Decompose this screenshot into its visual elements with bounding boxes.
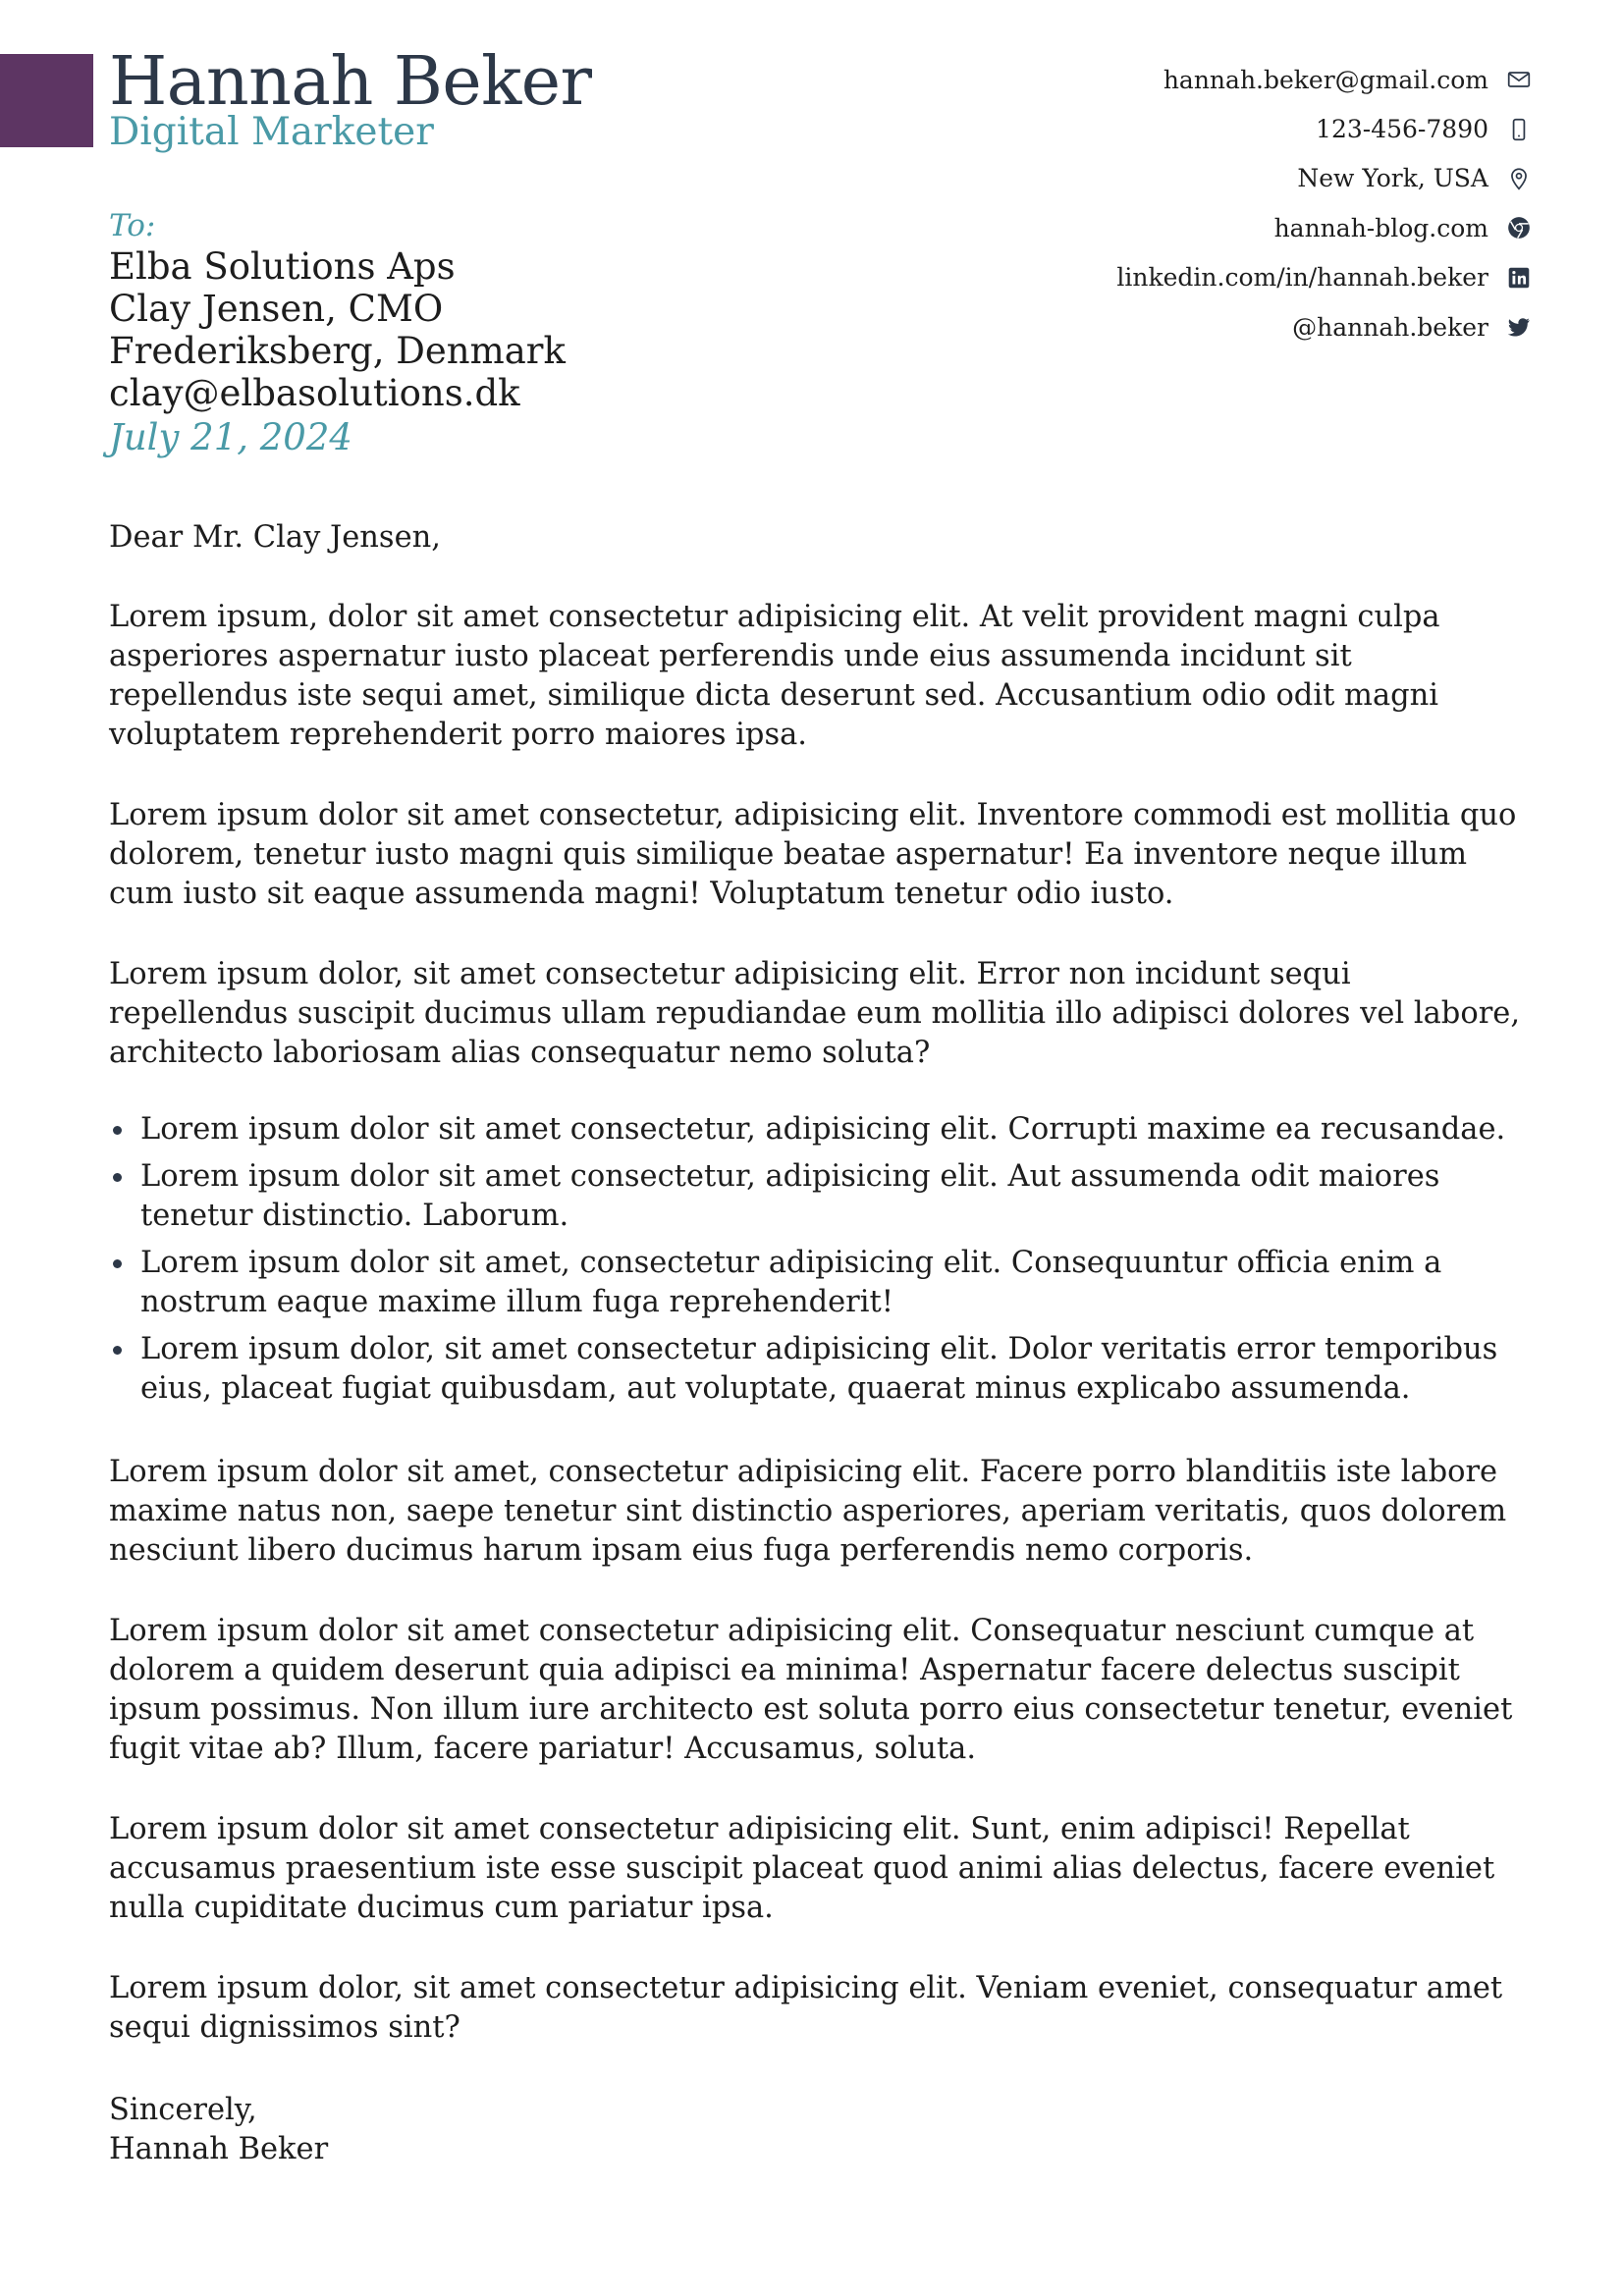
contact-linkedin-text[interactable]: linkedin.com/in/hannah.beker xyxy=(1116,263,1488,293)
contact-twitter[interactable] xyxy=(844,302,1532,351)
paragraph: Lorem ipsum dolor, sit amet consectetur adipisicing elit. Error non incidunt sequi repellendus suscipit ducimus ullam repudiandae eum mollitia illo adipisci dolores vel labore, architecto laboriosam alias consequatur nemo soluta? xyxy=(109,957,1521,1070)
recipient-person: Clay Jensen, CMO xyxy=(109,288,444,330)
contact-twitter-text[interactable]: @hannah.beker xyxy=(1292,312,1488,342)
applicant-name: Hannah Beker xyxy=(109,43,592,121)
contact-location-text: New York, USA xyxy=(1297,164,1488,193)
recipient-block xyxy=(109,206,566,461)
chrome-icon xyxy=(1506,215,1532,240)
linkedin-icon xyxy=(1506,265,1532,291)
letter-body xyxy=(109,518,1533,2169)
paragraph: Lorem ipsum dolor sit amet consectetur, adipisicing elit. Inventore commodi est mollitia quo dolorem, tenetur iusto magni quis similique beatae aspernatur! Ea inventore neque illum cum iusto sit eaque assumenda magni! Voluptatum tenetur odio iusto. xyxy=(109,798,1517,911)
salutation: Dear Mr. Clay Jensen, xyxy=(109,520,441,555)
paragraph: Lorem ipsum dolor, sit amet consectetur adipisicing elit. Veniam eveniet, consequatur amet sequi dignissimos sint? xyxy=(109,1971,1503,2045)
recipient-location: Frederiksberg, Denmark xyxy=(109,330,566,372)
contact-list xyxy=(844,55,1532,351)
contact-website[interactable] xyxy=(844,203,1532,252)
paragraph: Lorem ipsum dolor sit amet consectetur adipisicing elit. Sunt, enim adipisci! Repellat accusamus praesentium iste esse suscipit placeat quod animi alias delectus, facere eveniet nulla cupiditate ducimus cum pariatur ipsa. xyxy=(109,1812,1495,1925)
contact-email-text[interactable]: hannah.beker@gmail.com xyxy=(1163,65,1488,94)
signature-name: Hannah Beker xyxy=(109,2132,329,2166)
bullet-list xyxy=(109,1110,1533,1409)
phone-icon xyxy=(1506,117,1532,142)
contact-website-text[interactable]: hannah-blog.com xyxy=(1273,213,1488,242)
recipient-company: Elba Solutions Aps xyxy=(109,245,456,288)
bullet-item: Lorem ipsum dolor sit amet consectetur, adipisicing elit. Corrupti maxime ea recusandae. xyxy=(140,1110,1533,1149)
contact-linkedin[interactable] xyxy=(844,253,1532,302)
location-pin-icon xyxy=(1506,166,1532,191)
twitter-icon xyxy=(1506,314,1532,340)
accent-square xyxy=(0,54,93,147)
bullet-item: Lorem ipsum dolor, sit amet consectetur adipisicing elit. Dolor veritatis error temporibus eius, placeat fugiat quibusdam, aut voluptate, quaerat minus explicabo assumenda. xyxy=(140,1330,1533,1409)
recipient-email[interactable]: clay@elbasolutions.dk xyxy=(109,372,520,414)
to-label: To: xyxy=(109,208,156,243)
contact-email[interactable] xyxy=(844,55,1532,104)
closing-block xyxy=(109,2091,1533,2169)
closing: Sincerely, xyxy=(109,2093,257,2127)
envelope-icon xyxy=(1506,67,1532,92)
contact-phone[interactable] xyxy=(844,104,1532,153)
letter-date: July 21, 2024 xyxy=(109,416,352,458)
applicant-role: Digital Marketer xyxy=(109,110,434,154)
paragraph: Lorem ipsum dolor sit amet consectetur adipisicing elit. Consequatur nesciunt cumque at dolorem a quidem deserunt quia adipisci ea minima! Aspernatur facere delectus suscipit ipsum possimus. Non illum iure architecto est soluta porro eius consectetur tenetur, eveniet fugit vitae ab? Illum, facere pariatur! Accusamus, soluta. xyxy=(109,1614,1513,1766)
paragraph: Lorem ipsum, dolor sit amet consectetur adipisicing elit. At velit provident magni culpa asperiores aspernatur iusto placeat perferendis unde eius assumenda incidunt sit repellendus iste sequi amet, similique dicta deserunt sed. Accusantium odio odit magni voluptatem reprehenderit porro maiores ipsa. xyxy=(109,600,1440,752)
bullet-item: Lorem ipsum dolor sit amet, consectetur adipisicing elit. Consequuntur officia enim a nostrum eaque maxime illum fuga reprehenderit! xyxy=(140,1244,1533,1322)
paragraph: Lorem ipsum dolor sit amet, consectetur adipisicing elit. Facere porro blanditiis iste labore maxime natus non, saepe tenetur sint distinctio asperiores, aperiam veritatis, quos dolorem nesciunt libero ducimus harum ipsam eius fuga perferendis nemo corporis. xyxy=(109,1455,1507,1568)
bullet-item: Lorem ipsum dolor sit amet consectetur, adipisicing elit. Aut assumenda odit maiores tenetur distinctio. Laborum. xyxy=(140,1157,1533,1236)
contact-location xyxy=(844,154,1532,203)
contact-phone-text[interactable]: 123-456-7890 xyxy=(1316,115,1488,144)
